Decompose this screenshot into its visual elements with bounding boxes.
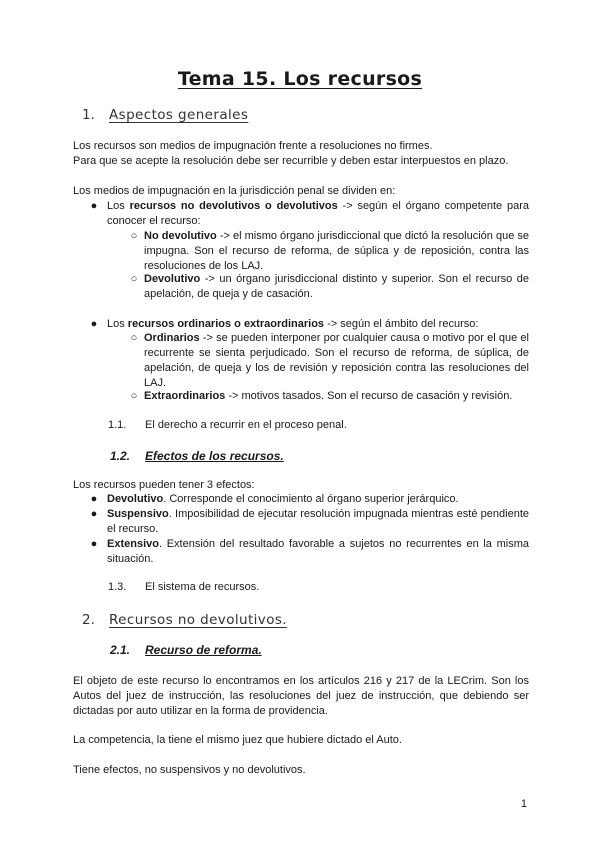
subsection-title: El derecho a recurrir en el proceso penal. bbox=[145, 419, 347, 431]
section-1-heading bbox=[82, 107, 248, 123]
subsection-1-3-heading bbox=[108, 581, 259, 593]
circle-bullet-icon: ○ bbox=[130, 230, 138, 242]
subsection-title: El sistema de recursos. bbox=[145, 581, 260, 593]
bullet-icon: ● bbox=[90, 200, 98, 212]
paragraph: Los recursos pueden tener 3 efectos: bbox=[73, 479, 255, 491]
bullet-icon: ● bbox=[90, 493, 98, 505]
page-title: Tema 15. Los recursos bbox=[177, 68, 423, 90]
list-item: Extraordinarios -> motivos tasados. Son el recurso de casación y revisión. bbox=[144, 390, 513, 402]
subsection-number: 1.3. bbox=[108, 581, 127, 593]
list-item: Suspensivo. Imposibilidad de ejecutar resolución impugnada mientras esté pendiente el recurso. bbox=[107, 508, 529, 535]
bullet-icon: ● bbox=[90, 318, 98, 330]
list-item: Devolutivo -> un órgano jurisdiccional distinto y superior. Son el recurso de apelación, de queja y de casación. bbox=[144, 273, 529, 300]
paragraph: El objeto de este recurso lo encontramos en los artículos 216 y 217 de la LECrim. Son los Autos del juez de instrucción, las resoluciones del juez de instrucción, que debiendo ser dictadas por auto utilizar en la forma de providencia. bbox=[73, 675, 529, 717]
section-number: 2. bbox=[82, 612, 95, 628]
paragraph: Para que se acepte la resolución debe ser recurrible y deben estar interpuestos en plazo. bbox=[73, 155, 509, 167]
subsection-title: Efectos de los recursos. bbox=[145, 449, 284, 463]
circle-bullet-icon: ○ bbox=[130, 273, 138, 285]
list-item: Devolutivo. Corresponde el conocimiento al órgano superior jerárquico. bbox=[107, 493, 459, 505]
list-item: Los recursos ordinarios o extraordinarios -> según el ámbito del recurso: bbox=[107, 318, 479, 330]
paragraph: Los recursos son medios de impugnación frente a resoluciones no firmes. bbox=[73, 140, 433, 152]
subsection-2-1-heading bbox=[110, 643, 262, 657]
list-item: Extensivo. Extensión del resultado favorable a sujetos no recurrentes en la misma situación. bbox=[107, 538, 529, 565]
subsection-1-2-heading bbox=[110, 449, 284, 463]
subsection-number: 1.2. bbox=[110, 449, 131, 463]
subsection-number: 2.1. bbox=[110, 643, 131, 657]
circle-bullet-icon: ○ bbox=[130, 332, 138, 344]
list-item: No devolutivo -> el mismo órgano jurisdiccional que dictó la resolución que se impugna. Son el recurso de reforma, de súplica y de reposición, contra las resoluciones de los LAJ. bbox=[144, 230, 530, 272]
bullet-icon: ● bbox=[90, 508, 98, 520]
paragraph: La competencia, la tiene el mismo juez que hubiere dictado el Auto. bbox=[73, 734, 402, 746]
subsection-title: Recurso de reforma. bbox=[145, 643, 262, 657]
section-number: 1. bbox=[82, 107, 95, 123]
paragraph: Los medios de impugnación en la jurisdicción penal se dividen en: bbox=[73, 185, 396, 197]
list-item: Los recursos no devolutivos o devolutivos -> según el órgano competente para conocer el recurso: bbox=[107, 200, 529, 227]
page-number: 1 bbox=[520, 798, 527, 810]
circle-bullet-icon: ○ bbox=[130, 390, 138, 402]
bullet-icon: ● bbox=[90, 538, 98, 550]
subsection-number: 1.1. bbox=[108, 419, 127, 431]
section-title: Recursos no devolutivos. bbox=[109, 612, 287, 628]
section-2-heading bbox=[82, 612, 287, 628]
subsection-1-1-heading bbox=[108, 419, 347, 431]
section-title: Aspectos generales bbox=[109, 107, 249, 123]
paragraph: Tiene efectos, no suspensivos y no devolutivos. bbox=[73, 764, 306, 776]
list-item: Ordinarios -> se pueden interponer por cualquier causa o motivo por el que el recurrente se sienta perjudicado. Son el recurso de reforma, de súplica, de apelación, de queja y los de revisión y reposición contra las resoluciones del LAJ. bbox=[144, 332, 529, 389]
